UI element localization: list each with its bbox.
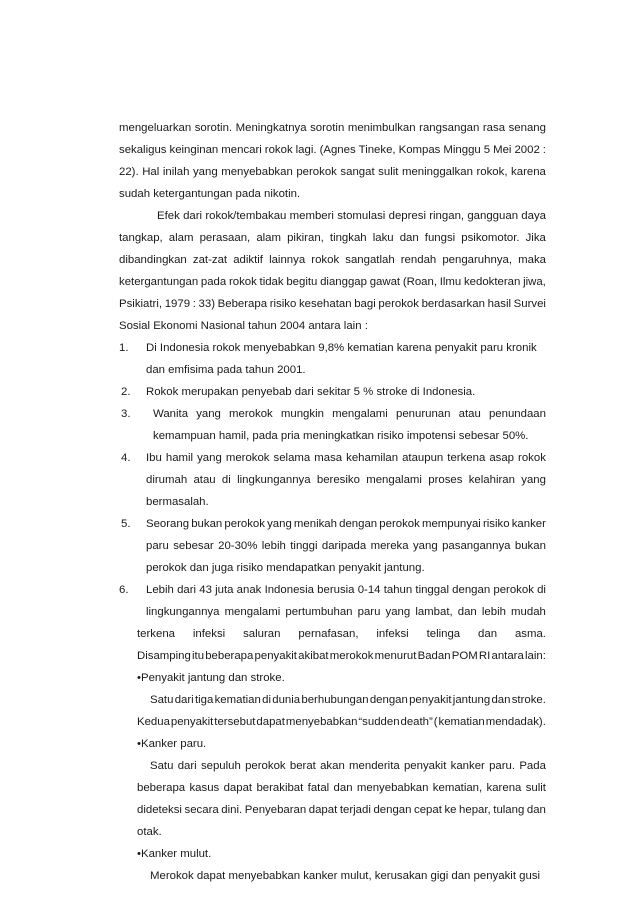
text-line: 1.: [119, 342, 129, 354]
text-line: sudah ketergantungan pada nikotin.: [119, 188, 301, 200]
text-line: Merokok dapat menyebabkan kanker mulut, kerusakan gigi dan penyakit gusi: [150, 870, 541, 882]
text-line: Psikiatri, 1979 : 33) Beberapa risiko kesehatan bagi perokok berdasarkan hasil Survei: [119, 298, 546, 310]
text-line: Ibu hamil yang merokok selama masa kehamilan ataupun terkena asap rokok: [146, 452, 546, 464]
text-line: •Penyakit jantung dan stroke.: [137, 672, 285, 684]
text-line: 6.: [119, 584, 129, 596]
text-line: •Kanker paru.: [137, 738, 207, 750]
text-line: Sosial Ekonomi Nasional tahun 2004 antara lain :: [119, 320, 368, 332]
text-line: kemampuan hamil, pada pria meningkatkan risiko impotensi sebesar 50%.: [153, 430, 529, 442]
text-line: terkena infeksi saluran pernafasan, infeksi telinga dan asma.: [137, 628, 546, 640]
text-line: perokok dan juga risiko mendapatkan penyakit jantung.: [146, 562, 425, 574]
text-line: beberapa kasus dapat berakibat fatal dan menyebabkan kematian, karena sulit: [137, 782, 546, 794]
text-line: ketergantungan pada rokok tidak begitu dianggap gawat (Roan, Ilmu kedokteran jiwa,: [119, 276, 546, 288]
text-line: Satu dari sepuluh perokok berat akan menderita penyakit kanker paru. Pada: [150, 760, 546, 772]
text-line: dirumah atau di lingkungannya beresiko mengalami proses kelahiran yang: [146, 474, 546, 486]
text-line: dibandingkan zat-zat adiktif lainnya rokok sangatlah rendah pengaruhnya, maka: [119, 254, 546, 266]
text-line: Lebih dari 43 juta anak Indonesia berusia 0-14 tahun tinggal dengan perokok di: [146, 584, 546, 596]
text-line: Di Indonesia rokok menyebabkan 9,8% kematian karena penyakit paru kronik: [146, 342, 537, 354]
text-line: mengeluarkan sorotin. Meningkatnya sorotin menimbulkan rangsangan rasa senang: [119, 122, 546, 134]
text-line: paru sebesar 20-30% lebih tinggi daripada mereka yang pasangannya bukan: [146, 540, 546, 552]
text-line: 22). Hal inilah yang menyebabkan perokok sangat sulit meninggalkan rokok, karena: [119, 166, 546, 178]
text-line: Satu dari tiga kematian di dunia berhubungan dengan penyakit jantung dan stroke.: [150, 694, 546, 706]
text-line: sekaligus keinginan mencari rokok lagi. (Agnes Tineke, Kompas Minggu 5 Mei 2002 :: [119, 144, 546, 156]
text-line: •Kanker mulut.: [137, 848, 212, 860]
text-line: Disamping itu beberapa penyakit akibat merokok menurut Badan POM RI antara lain:: [137, 650, 546, 662]
text-line: 5.: [121, 518, 131, 530]
text-line: 2.: [121, 386, 131, 398]
text-line: lingkungannya mengalami pertumbuhan paru yang lambat, dan lebih mudah: [146, 606, 546, 618]
text-line: Seorang bukan perokok yang menikah dengan perokok mempunyai risiko kanker: [146, 518, 546, 530]
text-line: 3.: [121, 408, 131, 420]
text-line: Rokok merupakan penyebab dari sekitar 5 % stroke di Indonesia.: [146, 386, 476, 398]
text-line: Wanita yang merokok mungkin mengalami penurunan atau penundaan: [153, 408, 546, 420]
text-line: Efek dari rokok/tembakau memberi stomulasi depresi ringan, gangguan daya: [157, 210, 546, 222]
text-line: dan emfisima pada tahun 2001.: [146, 364, 306, 376]
text-line: bermasalah.: [146, 496, 209, 508]
text-line: otak.: [137, 826, 162, 838]
text-line: 4.: [121, 452, 131, 464]
text-line: Kedua penyakit tersebut dapat menyebabkan “sudden death” ( kematian mendadak).: [137, 716, 546, 728]
text-line: dideteksi secara dini. Penyebaran dapat terjadi dengan cepat ke hepar, tulang dan: [137, 804, 546, 816]
text-line: tangkap, alam perasaan, alam pikiran, tingkah laku dan fungsi psikomotor. Jika: [119, 232, 546, 244]
